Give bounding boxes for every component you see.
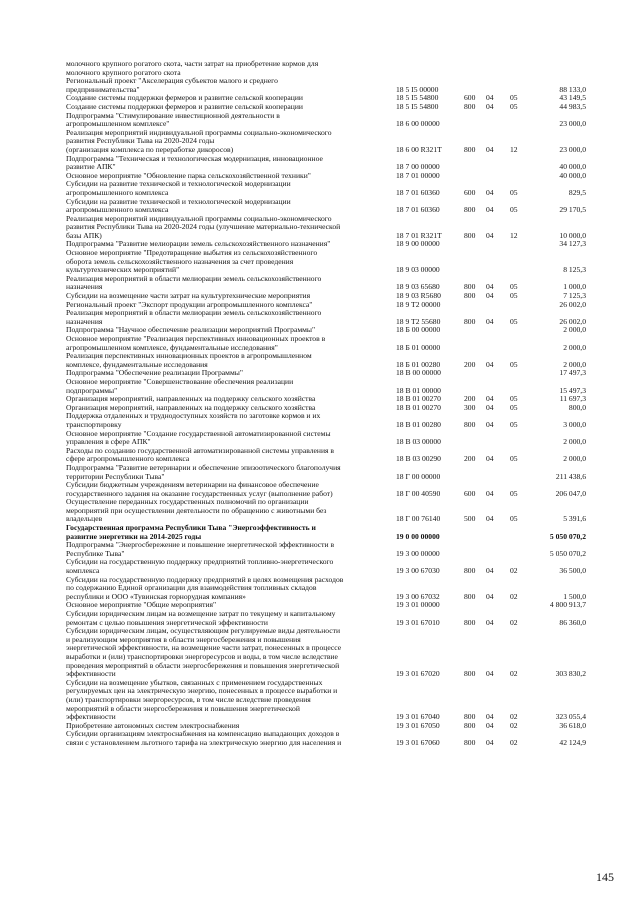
row-description: Субсидии юридическим лицам на возмещение затрат по текущему и капитальному ремонтам с целью повышения энергетической эффективности: [66, 609, 336, 627]
row-target-code: 18 9 00 00000: [396, 239, 440, 249]
row-subsection: 02: [510, 566, 518, 576]
row-target-code: 19 3 00 67030: [396, 566, 440, 576]
row-section: 04: [486, 205, 494, 215]
row-subsection: 02: [510, 712, 518, 722]
row-section: 04: [486, 737, 494, 747]
row-amount: 34 127,3: [559, 239, 586, 249]
row-description: Подпрограмма "Обеспечение реализации Программы": [66, 368, 243, 378]
row-target-code: 18 В 01 00270: [396, 394, 441, 404]
row-amount: 2 000,0: [563, 342, 586, 352]
row-amount: 2 000,0: [563, 437, 586, 447]
row-target-code: 18 7 01 00000: [396, 170, 440, 180]
row-subsection: 02: [510, 720, 518, 730]
row-target-code: 19 3 01 67060: [396, 737, 440, 747]
row-section: 04: [486, 402, 494, 412]
row-amount: 36 500,0: [559, 566, 586, 576]
table-row: [66, 249, 586, 275]
table-row: [66, 77, 586, 94]
row-amount: 40 000,0: [559, 162, 586, 172]
row-description: Субсидии юридическим лицам, осуществляющим регулируемые виды деятельности и реализующим мероприятия в области энергосбережения и повышения энергетической эффективности, на возмещение части затрат, понесенных в процессе выработки и (или) транспортировки энергоресурсов и воды, в том числе вследствие проведения мероприятий в области энергосбережения и повышения энергетической эффективности: [66, 626, 342, 679]
row-target-code: 18 Б 00 00000: [396, 325, 441, 335]
row-subsection: 02: [510, 617, 518, 627]
row-expense-type: 800: [464, 737, 476, 747]
row-description: Субсидии на государственную поддержку предприятий в целях возмещения расходов по содержанию Единой организации для взаимодействия топливных складов республики и ООО «Тувинская горнорудная компания»: [66, 574, 344, 601]
row-section: 04: [486, 291, 494, 301]
row-expense-type: 800: [464, 101, 476, 111]
row-amount: 3 000,0: [563, 419, 586, 429]
row-subsection: 05: [510, 488, 518, 498]
table-row: [66, 215, 586, 241]
row-target-code: 18 7 01 60360: [396, 187, 440, 197]
table-row: [66, 198, 586, 215]
row-section: 04: [486, 282, 494, 292]
row-description: Субсидии на государственную поддержку предприятий топливно-энергетического комплекса: [66, 557, 334, 576]
row-description: Организация мероприятий, направленных на поддержку сельского хозяйства: [66, 402, 316, 412]
row-target-code: 18 9 T2 55680: [396, 316, 441, 326]
row-subsection: 02: [510, 737, 518, 747]
row-target-code: 18 9 03 65680: [396, 282, 440, 292]
row-target-code: 18 6 00 00000: [396, 119, 440, 129]
row-expense-type: 200: [464, 394, 476, 404]
row-target-code: 19 3 00 67032: [396, 591, 440, 601]
table-row: [66, 352, 586, 369]
row-target-code: 18 В 00 00000: [396, 368, 441, 378]
row-section: 04: [486, 488, 494, 498]
row-expense-type: 500: [464, 514, 476, 524]
row-target-code: 18 В 01 00270: [396, 402, 441, 412]
row-expense-type: 800: [464, 669, 476, 679]
row-amount: 26 002,0: [559, 299, 586, 309]
row-target-code: 19 3 01 67010: [396, 617, 440, 627]
row-section: 04: [486, 591, 494, 601]
table-row: [66, 558, 586, 575]
row-subsection: 05: [510, 205, 518, 215]
row-description: Основное мероприятие "Создание государственной автоматизированной системы управления в сфере АПК": [66, 428, 331, 447]
row-amount: 29 170,5: [559, 205, 586, 215]
table-row: [66, 679, 586, 722]
row-target-code: 18 9 03 00000: [396, 265, 440, 275]
table-row: [66, 129, 586, 155]
row-amount: 4 800 913,7: [549, 600, 586, 610]
row-expense-type: 800: [464, 566, 476, 576]
table-row: [66, 275, 586, 292]
row-subsection: 05: [510, 316, 518, 326]
row-description: Основное мероприятие "Обновление парка сельскохозяйственной техники": [66, 170, 311, 180]
row-subsection: 05: [510, 187, 518, 197]
row-description: Подпрограмма "Стимулирование инвестиционной деятельности в агропромышленном комплексе": [66, 110, 280, 129]
row-description: Региональный проект "Акселерация субъектов малого и среднего предпринимательства": [66, 76, 278, 94]
row-section: 04: [486, 101, 494, 111]
page-number: 145: [596, 870, 614, 884]
row-description: Субсидии на возмещение убытков, связанных с применением государственных регулируемых цен на электрическую энергию, понесенных в процессе выработки и (или) транспортировки энергоресурсов, в том числе вследствие проведения мероприятий в области энергосбережения и повышения энергетической эффективности: [66, 677, 338, 722]
table-row: [66, 60, 586, 77]
row-section: 04: [486, 617, 494, 627]
row-description: Основное мероприятие "Совершенствование обеспечения реализации подпрограммы": [66, 376, 294, 395]
row-description: Приобретение автономных систем электроснабжения: [66, 720, 240, 730]
row-expense-type: 800: [464, 230, 476, 240]
row-amount: 303 830,2: [555, 669, 586, 679]
row-description: Субсидии бюджетным учреждениям ветеринарии на финансовое обеспечение государственного задания на оказание государственных услуг (выполнение работ): [66, 480, 333, 498]
row-amount: 2 000,0: [563, 325, 586, 335]
row-section: 04: [486, 394, 494, 404]
row-subsection: 05: [510, 419, 518, 429]
row-expense-type: 200: [464, 359, 476, 369]
row-expense-type: 800: [464, 419, 476, 429]
row-section: 04: [486, 669, 494, 679]
row-section: 04: [486, 187, 494, 197]
row-target-code: 18 9 T2 00000: [396, 299, 441, 309]
row-subsection: 12: [510, 230, 518, 240]
row-expense-type: 800: [464, 591, 476, 601]
row-expense-type: 800: [464, 617, 476, 627]
row-target-code: 18 7 00 00000: [396, 162, 440, 172]
row-amount: 10 000,0: [559, 230, 586, 240]
row-target-code: 18 5 I5 00000: [396, 84, 439, 94]
row-target-code: 18 В 01 00280: [396, 419, 441, 429]
row-amount: 206 047,0: [555, 488, 586, 498]
table-row: [66, 430, 586, 447]
row-subsection: 12: [510, 144, 518, 154]
row-target-code: 19 0 00 00000: [396, 531, 440, 541]
row-description: Реализация мероприятий в области мелиорации земель сельскохозяйственного назначения: [66, 273, 322, 292]
row-target-code: 18 7 01 60360: [396, 205, 440, 215]
row-amount: 211 438,6: [555, 471, 586, 481]
table-row: [66, 524, 586, 541]
row-description: Реализация мероприятий индивидуальной программы социально-экономического развития Республики Тыва на 2020-2024 годы (организация комплекса по переработке дикоросов): [66, 127, 332, 154]
table-row: [66, 610, 586, 627]
row-amount: 44 983,5: [559, 101, 586, 111]
row-target-code: 18 В 03 00000: [396, 437, 441, 447]
row-target-code: 19 3 01 67040: [396, 712, 440, 722]
row-description: Реализация мероприятий в области мелиорации земель сельскохозяйственного назначения: [66, 308, 322, 326]
row-amount: 1 500,0: [563, 591, 586, 601]
row-target-code: 18 9 03 R5680: [396, 291, 441, 301]
row-target-code: 18 Г 00 40590: [396, 488, 441, 498]
row-description: Поддержка отдаленных и труднодоступных хозяйств по заготовке кормов и их транспортировку: [66, 411, 321, 429]
row-amount: 42 124,9: [559, 737, 586, 747]
row-description: Основное мероприятие "Общие мероприятия": [66, 600, 217, 610]
row-target-code: 18 В 01 00000: [396, 385, 441, 395]
row-description: Государственная программа Республики Тыва "Энергоэффективность и развитие энергетики на 2014-2025 годы: [66, 523, 316, 541]
table-row: [66, 498, 586, 524]
table-row: [66, 309, 586, 326]
row-expense-type: 300: [464, 402, 476, 412]
row-target-code: 19 3 01 00000: [396, 600, 440, 610]
row-expense-type: 800: [464, 316, 476, 326]
row-amount: 88 133,0: [559, 84, 586, 94]
row-expense-type: 800: [464, 291, 476, 301]
row-target-code: 18 5 I5 54800: [396, 101, 439, 111]
table-row: [66, 180, 586, 197]
row-target-code: 19 3 01 67050: [396, 720, 440, 730]
table-row: [66, 155, 586, 172]
row-description: Реализация мероприятий индивидуальной программы социально-экономического развития Республики Тыва на 2020-2024 годы (улучшение материально-технической базы АПК): [66, 213, 341, 240]
row-description: Подпрограмма "Развитие ветеринарии и обеспечение эпизоотического благополучия территории Республики Тыва": [66, 462, 341, 481]
row-amount: 26 002,0: [559, 316, 586, 326]
row-section: 04: [486, 230, 494, 240]
row-description: Субсидии организациям электроснабжения на компенсацию выпадающих доходов в связи с установлением льготного тарифа на электрическую энергию для населения и: [66, 729, 342, 747]
row-description: Создание системы поддержки фермеров и развитие сельской кооперации: [66, 93, 303, 103]
table-row: [66, 481, 586, 498]
row-section: 04: [486, 93, 494, 103]
row-description: Подпрограмма "Энергосбережение и повышение энергетической эффективности в Республике Тыва": [66, 540, 335, 558]
table-row: [66, 730, 586, 747]
row-description: Подпрограмма "Развитие мелиорации земель сельскохозяйственного назначения": [66, 239, 331, 249]
row-amount: 11 697,3: [559, 394, 586, 404]
row-amount: 5 050 070,2: [549, 548, 586, 558]
row-description: Реализация перспективных инновационных проектов в агропромышленном комплексе, фундаментальные исследования: [66, 351, 312, 369]
row-description: Субсидии на возмещение части затрат на культуртехнические мероприятия: [66, 291, 311, 301]
row-amount: 8 125,3: [563, 265, 586, 275]
row-target-code: 18 6 00 R321T: [396, 144, 442, 154]
table-row: [66, 412, 586, 429]
row-amount: 5 391,6: [563, 514, 586, 524]
row-subsection: 05: [510, 514, 518, 524]
row-description: Субсидии на развитие технической и технологической модернизации агропромышленного комплекса: [66, 179, 291, 197]
row-description: Субсидии на развитие технической и технологической модернизации агропромышленного комплекса: [66, 196, 291, 215]
row-amount: 2 000,0: [563, 454, 586, 464]
row-amount: 7 125,3: [563, 291, 586, 301]
row-subsection: 02: [510, 669, 518, 679]
row-section: 04: [486, 359, 494, 369]
row-description: Создание системы поддержки фермеров и развитие сельской кооперации: [66, 101, 303, 111]
row-amount: 829,5: [568, 187, 586, 197]
row-description: Расходы по созданию государственной автоматизированной системы управления в сфере агропромышленного комплекса: [66, 445, 334, 464]
row-amount: 800,0: [568, 402, 586, 412]
table-row: [66, 447, 586, 464]
row-section: 04: [486, 419, 494, 429]
row-expense-type: 200: [464, 454, 476, 464]
row-description: Подпрограмма "Техническая и технологическая модернизация, инновационное развитие АПК": [66, 153, 323, 172]
table-row: [66, 464, 586, 481]
row-amount: 5 050 070,2: [549, 531, 586, 541]
row-section: 04: [486, 514, 494, 524]
row-subsection: 05: [510, 454, 518, 464]
table-row: [66, 576, 586, 602]
row-section: 04: [486, 712, 494, 722]
row-amount: 36 618,0: [559, 720, 586, 730]
table-row: [66, 378, 586, 395]
row-section: 04: [486, 566, 494, 576]
table-row: [66, 112, 586, 129]
row-expense-type: 800: [464, 282, 476, 292]
table-row: [66, 627, 586, 679]
row-subsection: 05: [510, 394, 518, 404]
row-amount: 23 000,0: [559, 144, 586, 154]
row-description: молочного крупного рогатого скота, части затрат на приобретение кормов для молочного крупного рогатого скота: [66, 59, 319, 77]
row-target-code: 18 Б 01 00000: [396, 342, 441, 352]
row-expense-type: 800: [464, 712, 476, 722]
row-description: Подпрограмма "Научное обеспечение реализации мероприятий Программы": [66, 325, 316, 335]
row-description: Региональный проект "Экспорт продукции агропромышленного комплекса": [66, 299, 313, 309]
table-row: [66, 541, 586, 558]
row-subsection: 05: [510, 291, 518, 301]
row-amount: 86 360,0: [559, 617, 586, 627]
row-target-code: 18 Б 01 00280: [396, 359, 441, 369]
row-section: 04: [486, 454, 494, 464]
row-amount: 15 497,3: [559, 385, 586, 395]
row-amount: 1 000,0: [563, 282, 586, 292]
row-subsection: 05: [510, 359, 518, 369]
row-description: Основное мероприятие "Предотвращение выбытия из сельскохозяйственного оборота земель сельскохозяйственного назначения за счет проведения культуртехнических мероприятий": [66, 248, 318, 275]
row-expense-type: 800: [464, 144, 476, 154]
row-expense-type: 800: [464, 205, 476, 215]
row-target-code: 19 3 00 00000: [396, 548, 440, 558]
row-target-code: 18 Г 00 00000: [396, 471, 441, 481]
row-amount: 43 149,5: [559, 93, 586, 103]
row-subsection: 05: [510, 93, 518, 103]
row-target-code: 18 5 I5 54800: [396, 93, 439, 103]
row-target-code: 19 3 01 67020: [396, 669, 440, 679]
row-subsection: 05: [510, 282, 518, 292]
row-section: 04: [486, 144, 494, 154]
row-expense-type: 600: [464, 488, 476, 498]
row-target-code: 18 В 03 00290: [396, 454, 441, 464]
row-expense-type: 800: [464, 720, 476, 730]
row-description: Основное мероприятие "Реализация перспективных инновационных проектов в агропромышленном комплексе, фундаментальные исследования": [66, 334, 326, 352]
row-subsection: 02: [510, 591, 518, 601]
row-target-code: 18 7 01 R321T: [396, 230, 442, 240]
row-section: 04: [486, 720, 494, 730]
row-target-code: 18 Г 00 76140: [396, 514, 441, 524]
row-subsection: 05: [510, 402, 518, 412]
row-amount: 323 055,4: [555, 712, 586, 722]
row-amount: 40 000,0: [559, 170, 586, 180]
row-section: 04: [486, 316, 494, 326]
row-description: Организация мероприятий, направленных на поддержку сельского хозяйства: [66, 394, 316, 404]
budget-table: [66, 60, 586, 748]
row-expense-type: 600: [464, 187, 476, 197]
row-subsection: 05: [510, 101, 518, 111]
row-amount: 23 000,0: [559, 119, 586, 129]
row-amount: 2 000,0: [563, 359, 586, 369]
table-row: [66, 335, 586, 352]
row-expense-type: 600: [464, 93, 476, 103]
row-amount: 17 497,3: [559, 368, 586, 378]
row-description: Осуществление переданных государственных полномочий по организации мероприятий при осуществлении деятельности по обращению с животными без владельцев: [66, 497, 327, 524]
